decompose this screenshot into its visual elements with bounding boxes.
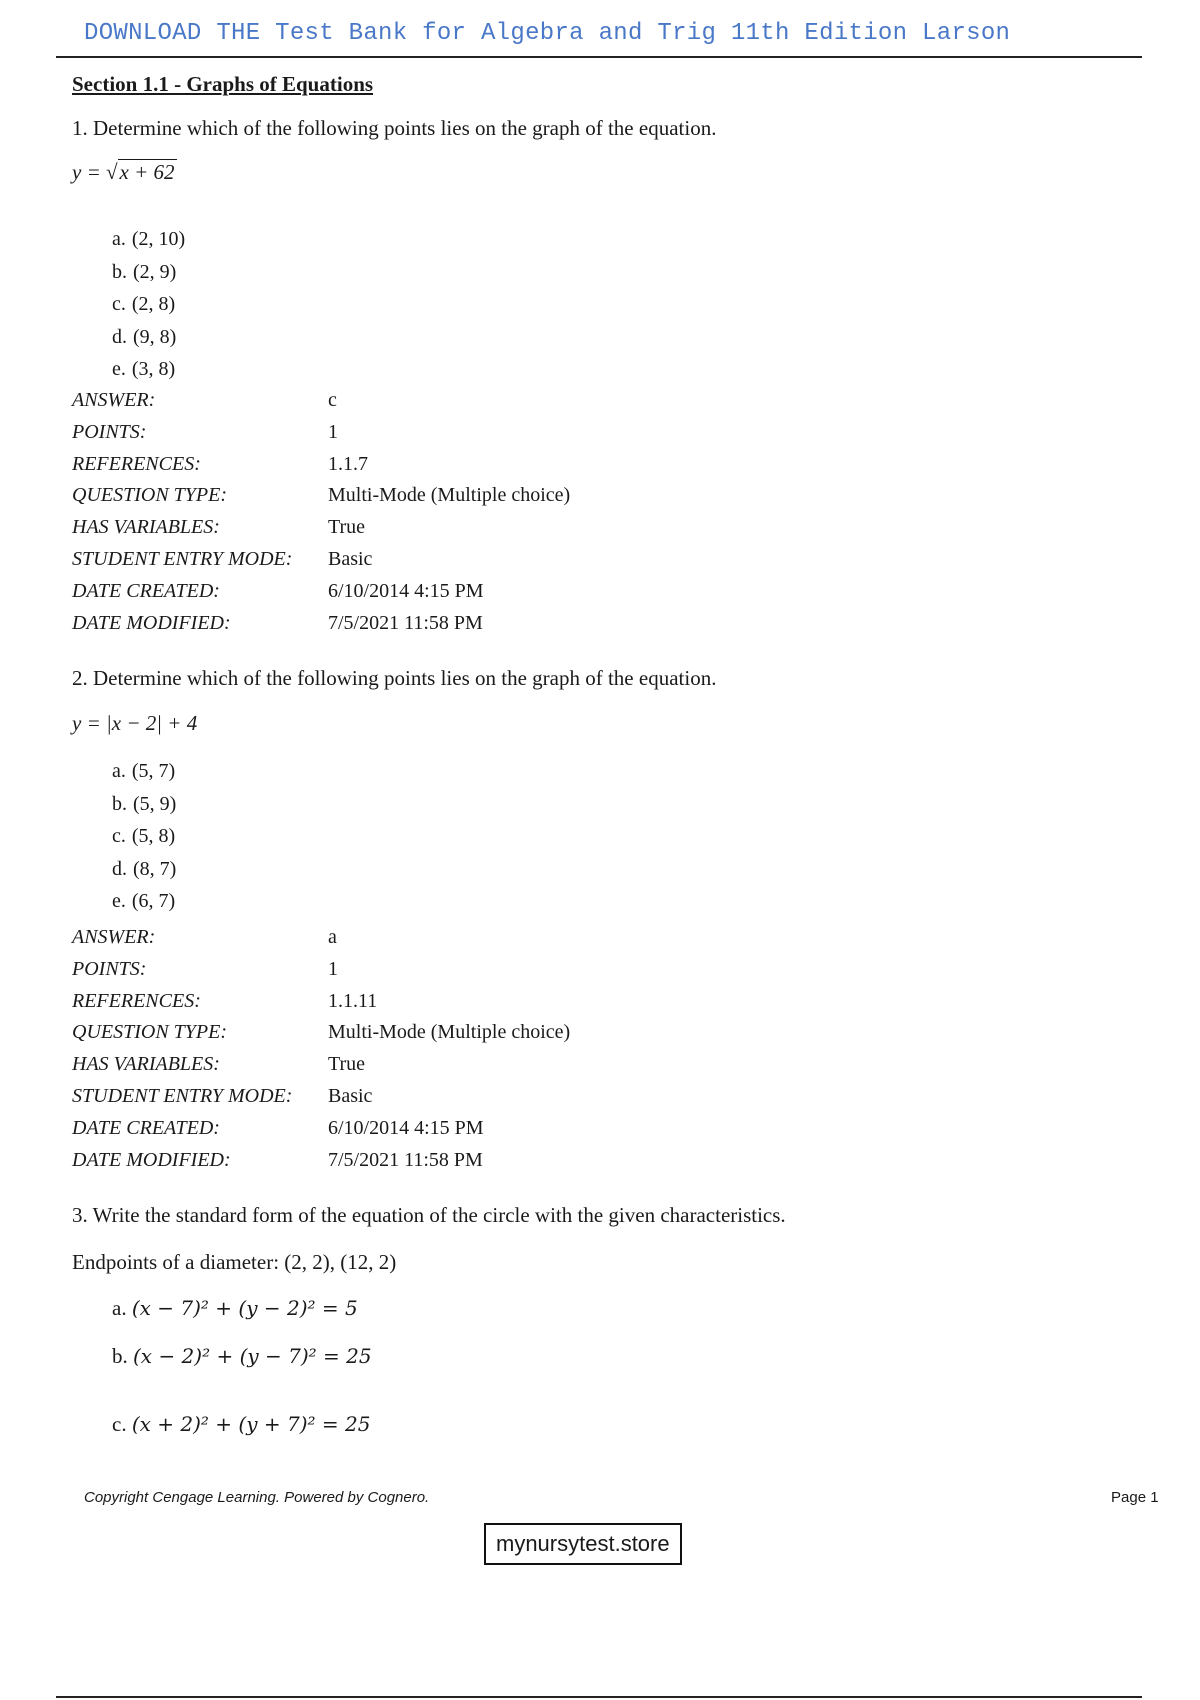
- equation-radicand: x + 62: [119, 160, 175, 184]
- choice-b[interactable]: b. (2, 9): [112, 260, 177, 283]
- meta-student-entry-mode: STUDENT ENTRY MODE: Basic: [72, 1084, 373, 1107]
- meta-question-type: QUESTION TYPE: Multi-Mode (Multiple choice): [72, 484, 571, 507]
- question-1-text: 1. Determine which of the following points lies on the graph of the equation.: [72, 116, 717, 140]
- question-2-choices: [112, 755, 176, 918]
- choice-d[interactable]: d. (8, 7): [112, 857, 177, 880]
- meta-has-variables: HAS VARIABLES: True: [72, 1053, 366, 1076]
- question-3-given: Endpoints of a diameter: (2, 2), (12, 2): [72, 1250, 397, 1274]
- choice-c[interactable]: c. (2, 8): [112, 293, 176, 315]
- choice-c[interactable]: c. (x + 2)² + (y + 7)² = 25: [112, 1412, 371, 1436]
- question-2-text: 2. Determine which of the following points lies on the graph of the equation.: [72, 666, 717, 690]
- question-1-equation: [72, 160, 177, 185]
- meta-date-modified: DATE MODIFIED: 7/5/2021 11:58 PM: [72, 611, 483, 634]
- watermark-badge[interactable]: mynursytest.store: [484, 1523, 682, 1565]
- meta-points: POINTS: 1: [72, 957, 338, 980]
- meta-answer: ANSWER: a: [72, 926, 337, 948]
- question-1-metadata: [72, 385, 570, 639]
- section-title: Section 1.1 - Graphs of Equations: [72, 72, 374, 96]
- footer-divider: [56, 1696, 1142, 1698]
- choice-a[interactable]: a. (x − 7)² + (y − 2)² = 5: [112, 1296, 358, 1320]
- sqrt-icon: √: [106, 160, 118, 184]
- header-divider: [56, 56, 1142, 58]
- choice-e[interactable]: e. (3, 8): [112, 358, 176, 380]
- meta-points: POINTS: 1: [72, 420, 338, 443]
- equation-lhs: y =: [72, 160, 106, 184]
- question-2-metadata: [72, 922, 570, 1176]
- question-2-equation: y = |x − 2| + 4: [72, 711, 198, 735]
- meta-answer: ANSWER: c: [72, 389, 337, 411]
- meta-references: REFERENCES: 1.1.11: [72, 989, 378, 1012]
- question-1-choices: [112, 223, 185, 386]
- meta-date-created: DATE CREATED: 6/10/2014 4:15 PM: [72, 579, 484, 602]
- meta-has-variables: HAS VARIABLES: True: [72, 516, 366, 539]
- choice-e[interactable]: e. (6, 7): [112, 890, 176, 912]
- copyright-footer: Copyright Cengage Learning. Powered by Cognero.: [84, 1489, 430, 1506]
- page-number: Page 1: [1111, 1489, 1159, 1506]
- meta-date-modified: DATE MODIFIED: 7/5/2021 11:58 PM: [72, 1148, 483, 1171]
- meta-references: REFERENCES: 1.1.7: [72, 452, 368, 475]
- choice-a[interactable]: a. (2, 10): [112, 228, 186, 250]
- choice-a[interactable]: a. (5, 7): [112, 760, 176, 782]
- question-3-text: 3. Write the standard form of the equation of the circle with the given characteristics.: [72, 1203, 786, 1227]
- choice-b[interactable]: b. (5, 9): [112, 792, 177, 815]
- download-banner[interactable]: DOWNLOAD THE Test Bank for Algebra and Trig 11th Edition Larson: [84, 20, 1011, 47]
- meta-question-type: QUESTION TYPE: Multi-Mode (Multiple choice): [72, 1021, 571, 1044]
- meta-date-created: DATE CREATED: 6/10/2014 4:15 PM: [72, 1116, 484, 1139]
- choice-d[interactable]: d. (9, 8): [112, 325, 177, 348]
- choice-b[interactable]: b. (x − 2)² + (y − 7)² = 25: [112, 1344, 372, 1368]
- meta-student-entry-mode: STUDENT ENTRY MODE: Basic: [72, 547, 373, 570]
- choice-c[interactable]: c. (5, 8): [112, 825, 176, 847]
